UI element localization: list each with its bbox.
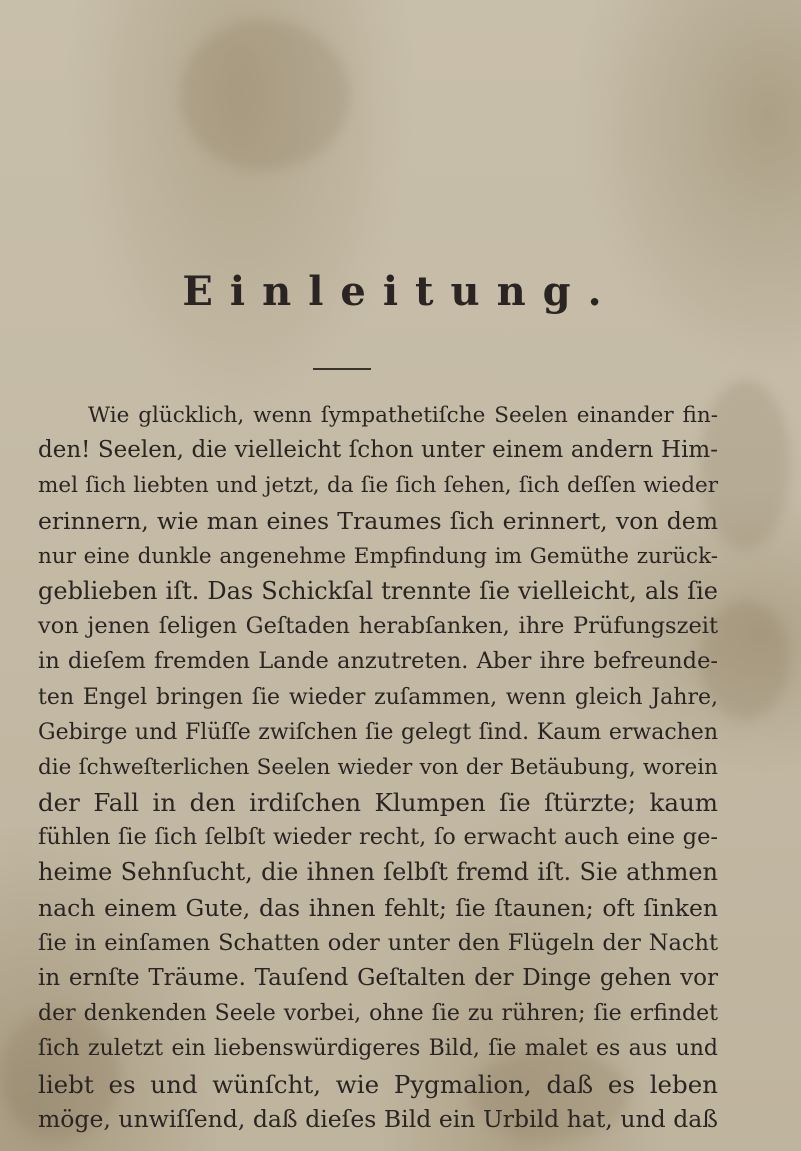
paper-stain (180, 20, 350, 170)
text-line: geblieben iſt. Das Schickſal trennte ſie vielleicht, als ſie (38, 576, 718, 605)
chapter-heading: Einleitung. (182, 268, 619, 315)
text-line: möge, unwiſſend, daß dieſes Bild ein Urbild hat, und daß (38, 1104, 718, 1133)
text-line: in dieſem fremden Lande anzutreten. Aber ihre befreunde- (38, 648, 718, 675)
text-line: ſich zuletzt ein liebenswürdigeres Bild, ſie malet es aus und (38, 1036, 718, 1062)
text-line: nur eine dunkle angenehme Empfindung im Gemüthe zurück- (38, 543, 718, 569)
text-line: in ernſte Träume. Tauſend Geſtalten der Dinge gehen vor (38, 965, 718, 991)
text-line: mel ſich liebten und jetzt, da ſie ſich ſehen, ſich deſſen wieder (38, 473, 718, 499)
text-line: fühlen ſie ſich ſelbſt wieder recht, ſo erwacht auch eine ge- (38, 824, 718, 851)
text-line: ten Engel bringen ſie wieder zuſammen, wenn gleich Jahre, (38, 684, 718, 710)
text-line: den! Seelen, die vielleicht ſchon unter einem andern Him- (38, 437, 718, 464)
text-line: heime Sehnſucht, die ihnen ſelbſt fremd iſt. Sie athmen (38, 858, 718, 887)
text-line: Gebirge und Flüſſe zwiſchen ſie gelegt ſind. Kaum erwachen (38, 719, 718, 745)
text-line: von jenen ſeligen Geſtaden herabſanken, ihre Prüfungszeit (38, 613, 718, 640)
heading-divider (313, 368, 371, 370)
text-line: ſie in einſamen Schatten oder unter den Flügeln der Nacht (38, 929, 718, 956)
text-line: liebt es und wünſcht, wie Pygmalion, daß es leben (38, 1069, 718, 1099)
text-line: erinnern, wie man eines Traumes ſich erinnert, von dem (38, 506, 718, 535)
text-line: Wie glücklich, wenn ſympathetiſche Seelen einander fin- (88, 403, 718, 428)
text-line: nach einem Gute, das ihnen fehlt; ſie ſtaunen; oft ſinken (38, 893, 718, 922)
text-line: die ſchweſterlichen Seelen wieder von der Betäubung, worein (38, 754, 718, 780)
text-line: der Fall in den irdiſchen Klumpen ſie ſtürzte; kaum (38, 788, 718, 818)
body-paragraph (38, 398, 718, 1137)
text-line: der denkenden Seele vorbei, ohne ſie zu rühren; ſie erfindet (38, 1001, 718, 1027)
